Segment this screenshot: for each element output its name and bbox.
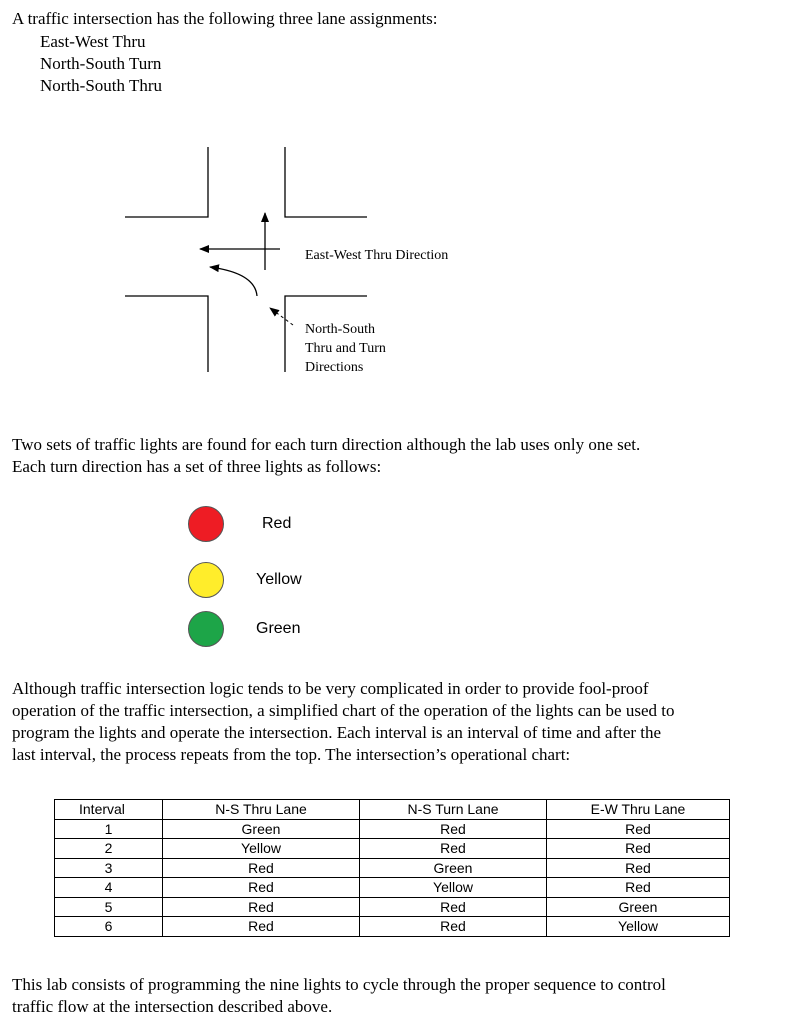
ns-label-line: Directions xyxy=(305,360,364,375)
paragraph-line: Each turn direction has a set of three lights as follows: xyxy=(12,457,382,476)
paragraph-line: last interval, the process repeats from the top. The intersection’s operational chart: xyxy=(12,745,571,764)
operation-description xyxy=(12,678,782,766)
header-interval: Interval xyxy=(55,800,163,820)
table-cell: Red xyxy=(547,858,730,878)
operational-chart-table xyxy=(54,799,730,937)
light-red-row xyxy=(188,504,291,544)
lights-description xyxy=(12,434,782,478)
table-row xyxy=(55,917,730,937)
lane-list xyxy=(40,31,162,97)
dashed-indicator xyxy=(270,308,293,325)
paragraph-line: This lab consists of programming the nine lights to cycle through the proper sequence to control xyxy=(12,975,666,994)
table-cell: Red xyxy=(163,858,360,878)
light-yellow-row xyxy=(188,560,302,600)
table-cell: Green xyxy=(163,819,360,839)
table-cell: Red xyxy=(360,897,547,917)
table-header-row xyxy=(55,800,730,820)
table-row xyxy=(55,819,730,839)
ns-label-line: North-South xyxy=(305,322,375,337)
table-cell: Red xyxy=(547,878,730,898)
yellow-light-icon xyxy=(188,562,224,598)
table-cell: 4 xyxy=(55,878,163,898)
table-cell: Yellow xyxy=(547,917,730,937)
table-cell: 3 xyxy=(55,858,163,878)
lab-summary xyxy=(12,974,782,1018)
lane-item: North-South Thru xyxy=(40,76,162,95)
table-cell: Red xyxy=(163,878,360,898)
red-light-icon xyxy=(188,506,224,542)
table-cell: Red xyxy=(360,839,547,859)
table-cell: Red xyxy=(360,819,547,839)
table-cell: Red xyxy=(547,819,730,839)
header-ns-thru: N-S Thru Lane xyxy=(163,800,360,820)
road-edge-sw xyxy=(125,296,208,372)
table-cell: Red xyxy=(360,917,547,937)
table-row xyxy=(55,878,730,898)
paragraph-line: program the lights and operate the intersection. Each interval is an interval of time and after the xyxy=(12,723,662,742)
light-label: Yellow xyxy=(256,571,302,588)
ew-direction-label: East-West Thru Direction xyxy=(305,248,449,263)
paragraph-line: traffic flow at the intersection described above. xyxy=(12,997,333,1016)
lane-item: East-West Thru xyxy=(40,32,146,51)
paragraph-line: Two sets of traffic lights are found for each turn direction although the lab uses only one set. xyxy=(12,435,641,454)
ns-label-line: Thru and Turn xyxy=(305,341,386,356)
green-light-icon xyxy=(188,611,224,647)
table-cell: Red xyxy=(547,839,730,859)
paragraph-line: Although traffic intersection logic tends to be very complicated in order to provide fool-proof xyxy=(12,679,649,698)
table-cell: Green xyxy=(547,897,730,917)
paragraph-line: operation of the traffic intersection, a simplified chart of the operation of the lights can be used to xyxy=(12,701,675,720)
light-green-row xyxy=(188,609,300,649)
table-cell: 1 xyxy=(55,819,163,839)
ns-direction-label xyxy=(305,320,386,377)
light-label: Green xyxy=(256,620,301,637)
header-ew-thru: E-W Thru Lane xyxy=(547,800,730,820)
table-row xyxy=(55,858,730,878)
table-cell: 5 xyxy=(55,897,163,917)
table-cell: Green xyxy=(360,858,547,878)
light-label: Red xyxy=(262,515,292,532)
table-row xyxy=(55,839,730,859)
table-row xyxy=(55,897,730,917)
turn-arrow xyxy=(210,267,257,296)
road-edge-ne xyxy=(285,147,367,217)
table-cell: Red xyxy=(163,917,360,937)
table-cell: Red xyxy=(163,897,360,917)
road-edge-nw xyxy=(125,147,208,217)
header-ns-turn: N-S Turn Lane xyxy=(360,800,547,820)
table-cell: Yellow xyxy=(360,878,547,898)
table-cell: Yellow xyxy=(163,839,360,859)
intersection-diagram xyxy=(110,140,530,390)
table-cell: 6 xyxy=(55,917,163,937)
table-cell: 2 xyxy=(55,839,163,859)
lane-item: North-South Turn xyxy=(40,54,162,73)
intro-text: A traffic intersection has the following three lane assignments: xyxy=(12,9,438,28)
